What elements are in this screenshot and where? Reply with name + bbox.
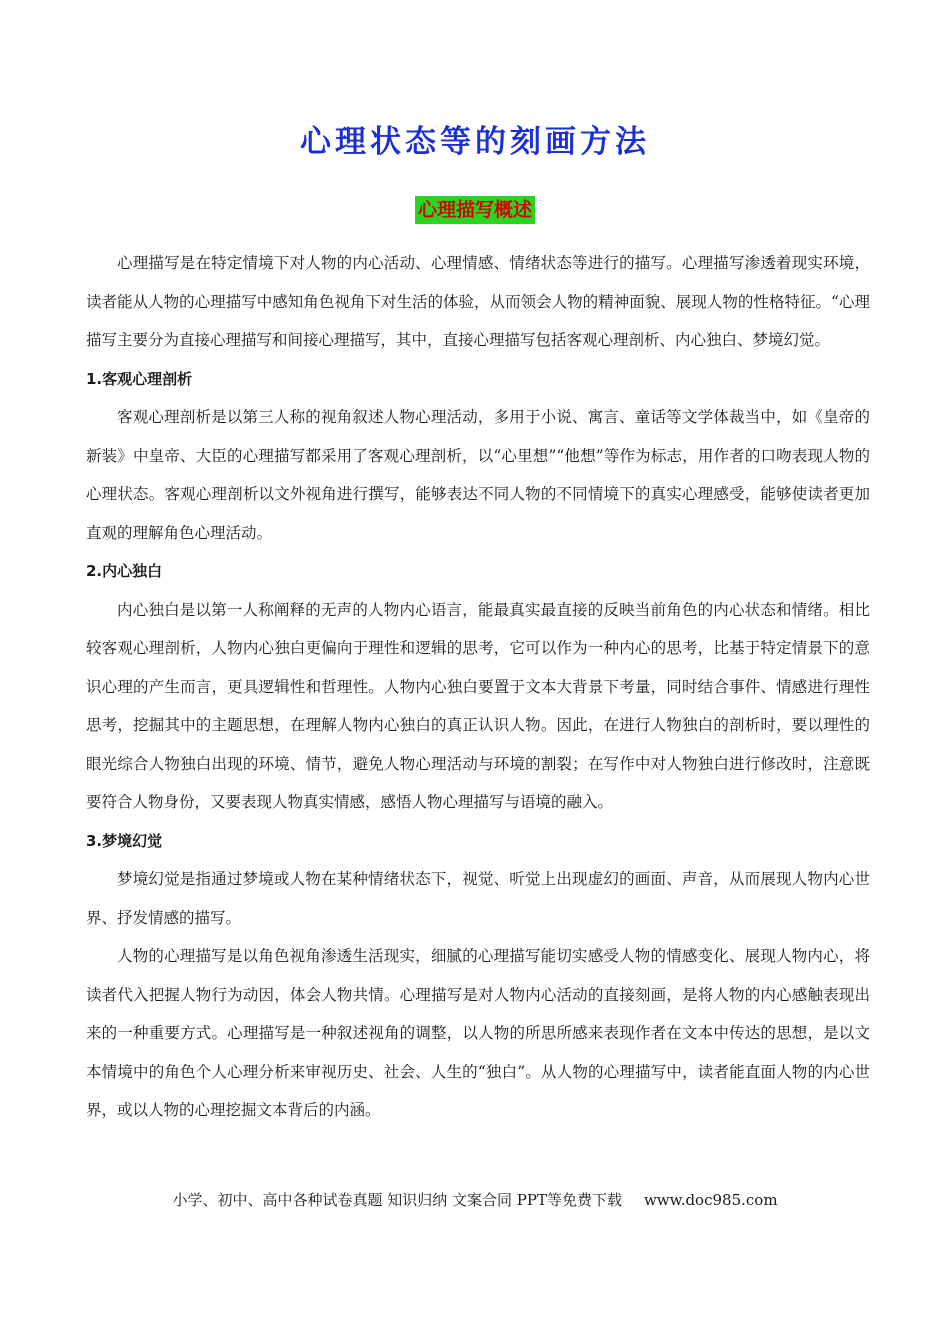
document-body bbox=[86, 244, 870, 1130]
section-subtitle: 心理描写概述 bbox=[415, 196, 535, 224]
footer-text: 小学、初中、高中各种试卷真题 知识归纳 文案合同 PPT等免费下载 bbox=[172, 1191, 622, 1209]
subtitle-container bbox=[0, 196, 950, 224]
intro-paragraph: 心理描写是在特定情境下对人物的内心活动、心理情感、情绪状态等进行的描写。心理描写渗透着现实环境，读者能从人物的心理描写中感知角色视角下对生活的体验，从而领会人物的精神面貌、展现人物的性格特征。“心理描写主要分为直接心理描写和间接心理描写，其中，直接心理描写包括客观心理剖析、内心独白、梦境幻觉。 bbox=[86, 254, 870, 349]
page-footer bbox=[0, 1186, 950, 1214]
section-heading: 3.梦境幻觉 bbox=[86, 831, 163, 850]
section-heading: 1.客观心理剖析 bbox=[86, 369, 193, 388]
section-paragraph: 梦境幻觉是指通过梦境或人物在某种情绪状态下，视觉、听觉上出现虚幻的画面、声音，从而展现人物内心世界、抒发情感的描写。 bbox=[86, 870, 870, 927]
document-title: 心理状态等的刻画方法 bbox=[300, 124, 650, 160]
conclusion-paragraph: 人物的心理描写是以角色视角渗透生活现实，细腻的心理描写能切实感受人物的情感变化、展现人物内心，将读者代入把握人物行为动因，体会人物共情。心理描写是对人物内心活动的直接刻画，是将人物的内心感触表现出来的一种重要方式。心理描写是一种叙述视角的调整，以人物的所思所感来表现作者在文本中传达的思想，是以文本情境中的角色个人心理分析来审视历史、社会、人生的“独白”。从人物的心理描写中，读者能直面人物的内心世界，或以人物的心理挖掘文本背后的内涵。 bbox=[86, 947, 870, 1119]
section-heading: 2.内心独白 bbox=[86, 562, 163, 580]
section-paragraph: 内心独白是以第一人称阐释的无声的人物内心语言，能最真实最直接的反映当前角色的内心状态和情绪。相比较客观心理剖析，人物内心独白更偏向于理性和逻辑的思考，它可以作为一种内心的思考，比基于特定情景下的意识心理的产生而言，更具逻辑性和哲理性。人物内心独白要置于文本大背景下考量，同时结合事件、情感进行理性思考，挖掘其中的主题思想，在理解人物内心独白的真正认识人物。因此，在进行人物独白的剖析时，要以理性的眼光综合人物独白出现的环境、情节，避免人物心理活动与环境的割裂；在写作中对人物独白进行修改时，注意既要符合人物身份，又要表现人物真实情感，感悟人物心理描写与语境的融入。 bbox=[86, 600, 870, 811]
section-paragraph: 客观心理剖析是以第三人称的视角叙述人物心理活动，多用于小说、寓言、童话等文学体裁当中，如《皇帝的新装》中皇帝、大臣的心理描写都采用了客观心理剖析，以“心里想”“他想”等作为标志，用作者的口吻表现人物的心理状态。客观心理剖析以文外视角进行撰写，能够表达不同人物的不同情境下的真实心理感受，能够使读者更加直观的理解角色心理活动。 bbox=[86, 408, 870, 542]
footer-site-link[interactable]: www.doc985.com bbox=[643, 1191, 778, 1209]
